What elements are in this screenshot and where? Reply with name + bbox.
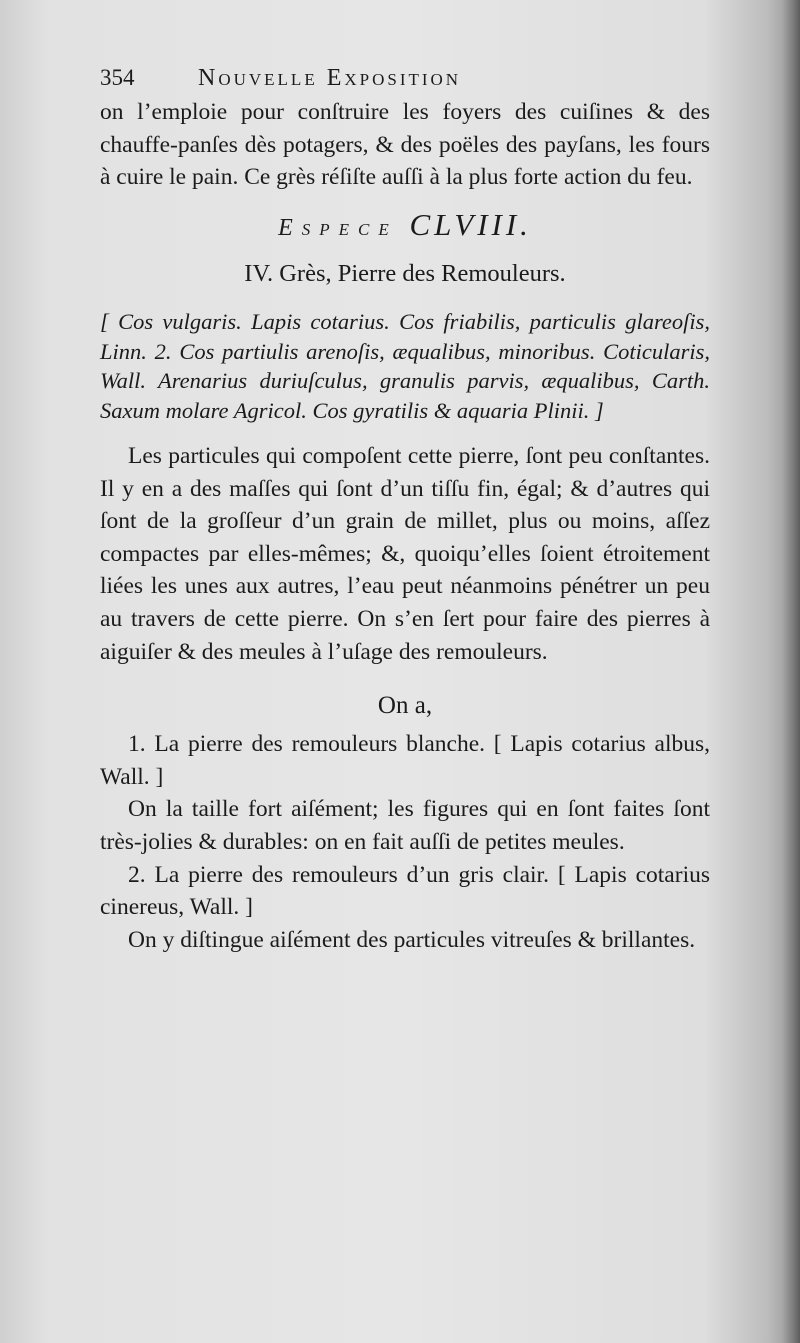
page-edge-shadow	[782, 0, 800, 1343]
species-number: CLVIII.	[409, 206, 532, 242]
description-paragraph: Les particules qui compoſent cette pierre, ſont peu conſtantes. Il y en a des maſſes qui ſont d’un tiſſu fin, égal; & d’autres qui ſont de la groſſeur d’un grain de millet, plus ou moins, aſſez compactes par elles-mêmes; &, quoiqu’elles ſoient étroitement liées les unes aux autres, l’eau peut néanmoins pénétrer un peu au travers de cette pierre. On s’en ſert pour faire des pierres à aiguiſer & des meules à l’uſage des remouleurs.	[100, 442, 710, 665]
page-text-block	[100, 62, 710, 956]
item-2-description: On y diſtingue aiſément des particules vitreuſes & brillantes.	[128, 926, 696, 953]
continuation-paragraph: on l’emploie pour conſtruire les foyers des cuiſines & des chauffe-panſes dès potagers, & des poëles des payſans, les fours à cuire le pain. Ce grès réſiſte auſſi à la plus forte action du feu.	[100, 99, 710, 191]
page-number: 354	[100, 65, 135, 90]
species-heading	[100, 204, 710, 249]
running-head	[100, 62, 710, 96]
on-a-heading: On a,	[377, 692, 433, 720]
item-1-title: 1. La pierre des remouleurs blanche. [ Lapis cotarius albus, Wall. ]	[100, 731, 710, 790]
running-title: Nouvelle Exposition	[198, 65, 462, 91]
synonymy-paragraph: [ Cos vulgaris. Lapis cotarius. Cos friabilis, particulis glareoſis, Linn. 2. Cos partiulis arenoſis, æqualibus, minoribus. Coticularis, Wall. Arenarius duriuſculus, granulis parvis, æqualibus, Carth. Saxum molare Agricol. Cos gyratilis & aquaria Plinii. ]	[100, 308, 710, 424]
item-2-title: 2. La pierre des remouleurs d’un gris clair. [ Lapis cotarius cinereus, Wall. ]	[100, 861, 710, 921]
item-1-description: On la taille fort aiſément; les figures qui en ſont faites ſont très-jolies & durables: on en fait auſſi de petites meules.	[100, 796, 710, 855]
species-subheading: IV. Grès, Pierre des Remouleurs.	[244, 259, 566, 287]
species-word: Espece	[278, 214, 398, 241]
